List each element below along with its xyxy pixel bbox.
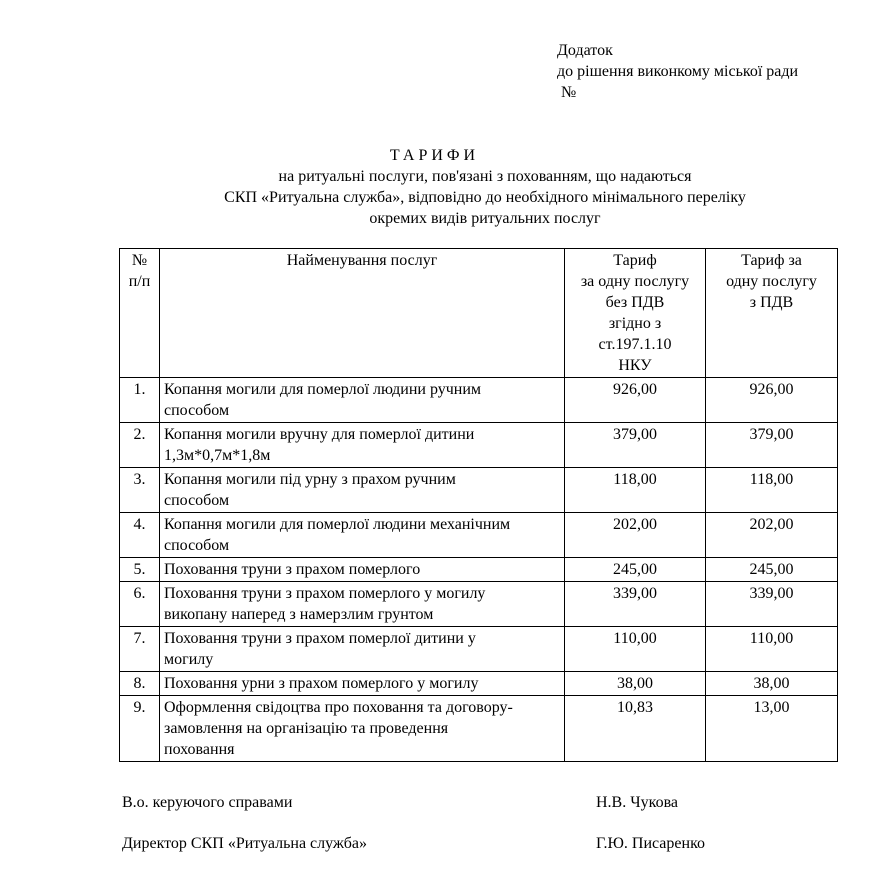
- row-number: 3.: [120, 468, 160, 513]
- row-tariff-with-vat: 118,00: [706, 468, 838, 513]
- row-tariff-with-vat: 926,00: [706, 378, 838, 423]
- table-row: [120, 672, 838, 696]
- row-service-name: Поховання труни з прахом померлого: [160, 558, 565, 582]
- row-tariff-with-vat: 38,00: [706, 672, 838, 696]
- acting-manager-name: Н.В. Чукова: [596, 794, 679, 811]
- row-service-name: Копання могили для померлої людини ручним способом: [160, 378, 565, 423]
- table-header-row: [120, 249, 838, 378]
- row-tariff-without-vat: 202,00: [565, 513, 706, 558]
- table-row: [120, 627, 838, 672]
- subtitle-line-1: на ритуальні послуги, пов'язані з похованням, що надаються: [278, 168, 692, 185]
- row-tariff-without-vat: 10,83: [565, 696, 706, 762]
- row-service-name: Поховання урни з прахом померлого у могилу: [160, 672, 565, 696]
- row-number: 1.: [120, 378, 160, 423]
- tariffs-table: [119, 248, 838, 762]
- document-subtitle: [120, 166, 850, 229]
- appendix-number: №: [561, 84, 577, 101]
- row-service-name: Копання могили вручну для померлої дитини 1,3м*0,7м*1,8м: [160, 423, 565, 468]
- row-tariff-with-vat: 202,00: [706, 513, 838, 558]
- row-tariff-with-vat: 13,00: [706, 696, 838, 762]
- appendix-decision: до рішення виконкому міської ради: [557, 63, 799, 80]
- director-role: Директор СКП «Ритуальна служба»: [122, 835, 367, 852]
- table-row: [120, 468, 838, 513]
- row-tariff-without-vat: 339,00: [565, 582, 706, 627]
- row-number: 5.: [120, 558, 160, 582]
- row-number: 8.: [120, 672, 160, 696]
- table-row: [120, 696, 838, 762]
- row-tariff-with-vat: 379,00: [706, 423, 838, 468]
- row-tariff-without-vat: 926,00: [565, 378, 706, 423]
- row-service-name: Поховання труни з прахом померлої дитини у могилу: [160, 627, 565, 672]
- row-tariff-with-vat: 110,00: [706, 627, 838, 672]
- row-tariff-without-vat: 38,00: [565, 672, 706, 696]
- row-service-name: Копання могили під урну з прахом ручним способом: [160, 468, 565, 513]
- row-number: 6.: [120, 582, 160, 627]
- row-service-name: Оформлення свідоцтва про поховання та договору- замовлення на організацію та проведення поховання: [160, 696, 565, 762]
- table-row: [120, 558, 838, 582]
- row-tariff-with-vat: 339,00: [706, 582, 838, 627]
- subtitle-line-2: СКП «Ритуальна служба», відповідно до необхідного мінімального переліку: [224, 189, 746, 206]
- table-row: [120, 378, 838, 423]
- row-tariff-without-vat: 245,00: [565, 558, 706, 582]
- appendix-label: Додаток: [557, 42, 613, 59]
- row-tariff-with-vat: 245,00: [706, 558, 838, 582]
- acting-manager-role: В.о. керуючого справами: [122, 794, 293, 811]
- director-name: Г.Ю. Писаренко: [596, 835, 706, 852]
- row-number: 4.: [120, 513, 160, 558]
- row-service-name: Поховання труни з прахом померлого у могилу викопану наперед з намерзлим грунтом: [160, 582, 565, 627]
- document-title: ТАРИФИ: [389, 147, 480, 164]
- table-row: [120, 582, 838, 627]
- header-tariff-without-vat: Тариф за одну послугу без ПДВ згідно з ст.197.1.10 НКУ: [565, 249, 706, 378]
- header-service-name: Найменування послуг: [160, 249, 565, 378]
- subtitle-line-3: окремих видів ритуальних послуг: [369, 210, 601, 227]
- row-number: 2.: [120, 423, 160, 468]
- table-row: [120, 513, 838, 558]
- row-tariff-without-vat: 118,00: [565, 468, 706, 513]
- header-number: № п/п: [120, 249, 160, 378]
- row-number: 7.: [120, 627, 160, 672]
- header-tariff-with-vat: Тариф за одну послугу з ПДВ: [706, 249, 838, 378]
- row-number: 9.: [120, 696, 160, 762]
- row-tariff-without-vat: 110,00: [565, 627, 706, 672]
- row-service-name: Копання могили для померлої людини механічним способом: [160, 513, 565, 558]
- appendix-block: [557, 40, 798, 103]
- table-row: [120, 423, 838, 468]
- row-tariff-without-vat: 379,00: [565, 423, 706, 468]
